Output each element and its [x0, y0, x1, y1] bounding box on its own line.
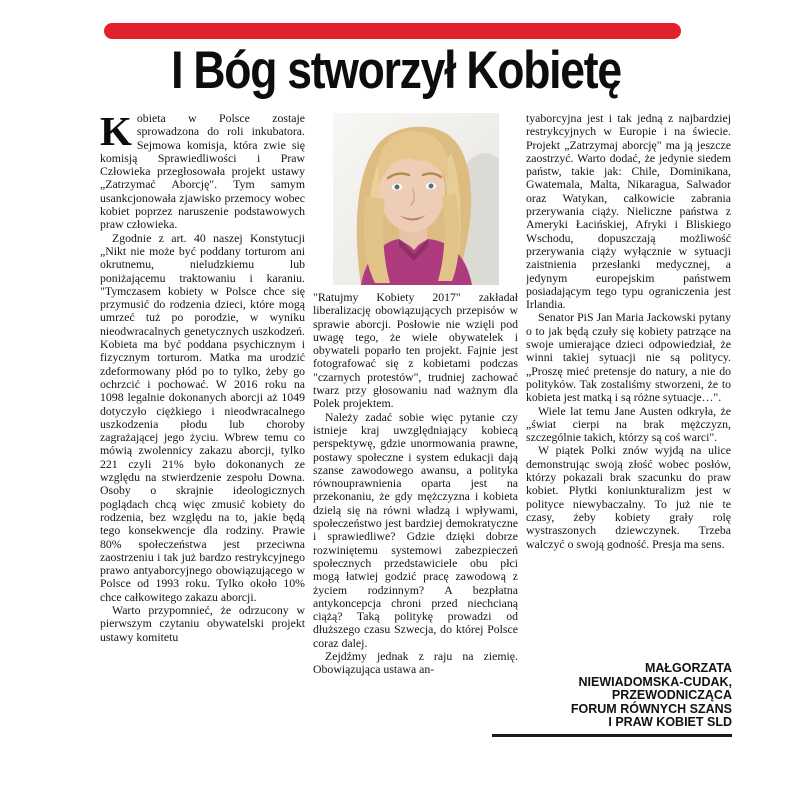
byline-line: MAŁGORZATA [644, 661, 732, 675]
paragraph: Należy zadać sobie więc pytanie czy istnieje kraj uwzględniający kobiecą perspektywę, gdzie unormowania prawne, postawy społeczne i system edukacji dają szanse zawodowego awansu, a polityka równouprawnienia oparta jest na przekonaniu, że gdy mężczyzna i kobieta dzielą się na równi władzą i wpływami, społeczeństwo jest bardziej demokratyczne i sprawiedliwe? Gdzie dzięki dobrze rozwiniętemu systemowi zabezpieczeń społecznych przedstawiciele obu płci mogą łatwiej godzić pracę zawodową z życiem rodzinnym? A bezpłatna antykoncepcja chroni przed niechcianą ciążą? Taką politykę prowadzi od dłuższego czasu Szwecja, do której Polsce coraz dalej. [313, 409, 518, 650]
paragraph: Wiele lat temu Jane Austen odkryła, że „świat cierpi na brak mężczyzn, szczególnie takich, którzy są coś warci". [526, 403, 731, 445]
paragraph: Senator PiS Jan Maria Jackowski pytany o to jak będą czuły się kobiety patrzące na swoje umierające dzieci odpowiedział, że winni takiej sytuacji nie są politycy. „Proszę mieć pretensje do natury, a nie do polityków. Tak zostaliśmy stworzeni, że to kobieta jest matką i są różne sytuacje…". [526, 310, 731, 405]
paragraph: Zgodnie z art. 40 naszej Konstytucji „Nikt nie może być poddany torturom ani okrutnemu, nieludzkiemu lub poniżającemu traktowaniu i karaniu. "Tymczasem kobiety w Polsce chce się przymusić do rodzenia dzieci, które mogą umrzeć tuż po porodzie, w wyniku nieodwracalnych genetycznych uszkodzeń. Kobieta ma być poddana psychicznym i fizycznym torturom. Matka ma urodzić zdeformowany płód po to tylko, żeby go ochrzcić i pochować. W 2016 roku na 1098 legalnie dokonanych aborcji aż 1049 dotyczyło ciężkiego i nieodwracalnego uszkodzenia płodu lub choroby zagrażającej jego życiu. Wbrew temu co mówią zwolennicy zakazu aborcji, tylko 221 czyli 21% było dokonanych ze względu na stwierdzenie zespołu Downa. Osoby o skrajnie ideologicznych poglądach chcą więc zmusić kobiety do rodzenia, bez względu na to, jakie będą tego konsekwencje dla rodziny. Prawie 80% społeczeństwa jest przeciwna zaostrzeniu i tak już bardzo restrykcyjnego prawo antyaborcyjnego obowiązującego w Polsce od 1993 roku. Tylko około 10% chce całkowitego zakazu aborcji. [100, 230, 305, 604]
paragraph-lead [100, 112, 305, 232]
byline-rule [492, 734, 732, 737]
byline-line: NIEWIADOMSKA-CUDAK, [578, 674, 732, 689]
paragraph: W piątek Polki znów wyjdą na ulice demonstrując swoją złość wobec posłów, którzy pokazali brak szacunku do praw kobiet. Płytki koniunkturalizm jest w polityce niewybaczalny. To już nie te czasy, żeby kobiety grały rolę wystraszonych dziewczynek. Trzeba walczyć o swoją godność. Presja ma sens. [526, 443, 731, 551]
byline-line: FORUM RÓWNYCH SZANS [570, 701, 732, 716]
drop-cap: K [100, 112, 132, 154]
paragraph: tyaborcyjna jest i tak jedną z najbardziej restrykcyjnych w Europie i na świecie. Projekt „Zatrzymaj aborcję" ma ją jeszcze zaostrzyć. Warto dodać, że jedynie siedem państw, takie jak: Chile, Dominikana, Gwatemala, Malta, Nikaragua, Salwador oraz Watykan, całkowicie zabrania przerywania ciąży. Nieliczne państwa z Ameryki Łacińskiej, Afryki i Bliskiego Wschodu, dopuszczają możliwość przerywania ciąży wyłącznie w sytuacji zaistnienia przesłanki medycznej, a jedynym europejskim państwem posiadającym tego typu ograniczenia jest Irlandia. [526, 112, 731, 312]
paragraph-text: obieta w Polsce zostaje sprowadzona do roli inkubatora. Sejmowa komisja, która zwie się komisją Sprawiedliwości i Praw Człowieka przegłosowała projekt ustawy „Zatrzymać Aborcję". Tym samym usankcjonowała zjawisko przemocy wobec kobiet poprzez naruszenie podstawowych praw człowieka. [100, 112, 305, 232]
paragraph: Warto przypomnieć, że odrzucony w pierwszym czytaniu obywatelski projekt ustawy komitetu [100, 602, 305, 644]
column-2 [313, 112, 518, 792]
paragraph: Zejdźmy jednak z raju na ziemię. Obowiązująca ustawa an- [313, 649, 518, 677]
column-1 [100, 112, 305, 792]
portrait-photo [333, 113, 499, 285]
byline [492, 662, 732, 743]
article-headline: I Bóg stworzył Kobietę [171, 41, 621, 100]
top-red-rule [104, 23, 681, 39]
byline-line: I PRAW KOBIET SLD [608, 715, 732, 729]
paragraph: "Ratujmy Kobiety 2017" zakładał liberalizację obowiązujących przepisów w sprawie aborcji. Posłowie nie wzięli pod uwagę tego, że wiele obywatelek i obywateli poparło ten projekt. Fajnie jest fotografować się z kobietami podczas "czarnych protestów", trudniej zachować twarz przy głosowaniu nad ważnym dla Polek projektem. [313, 290, 518, 411]
byline-line: PRZEWODNICZĄCA [611, 688, 732, 702]
